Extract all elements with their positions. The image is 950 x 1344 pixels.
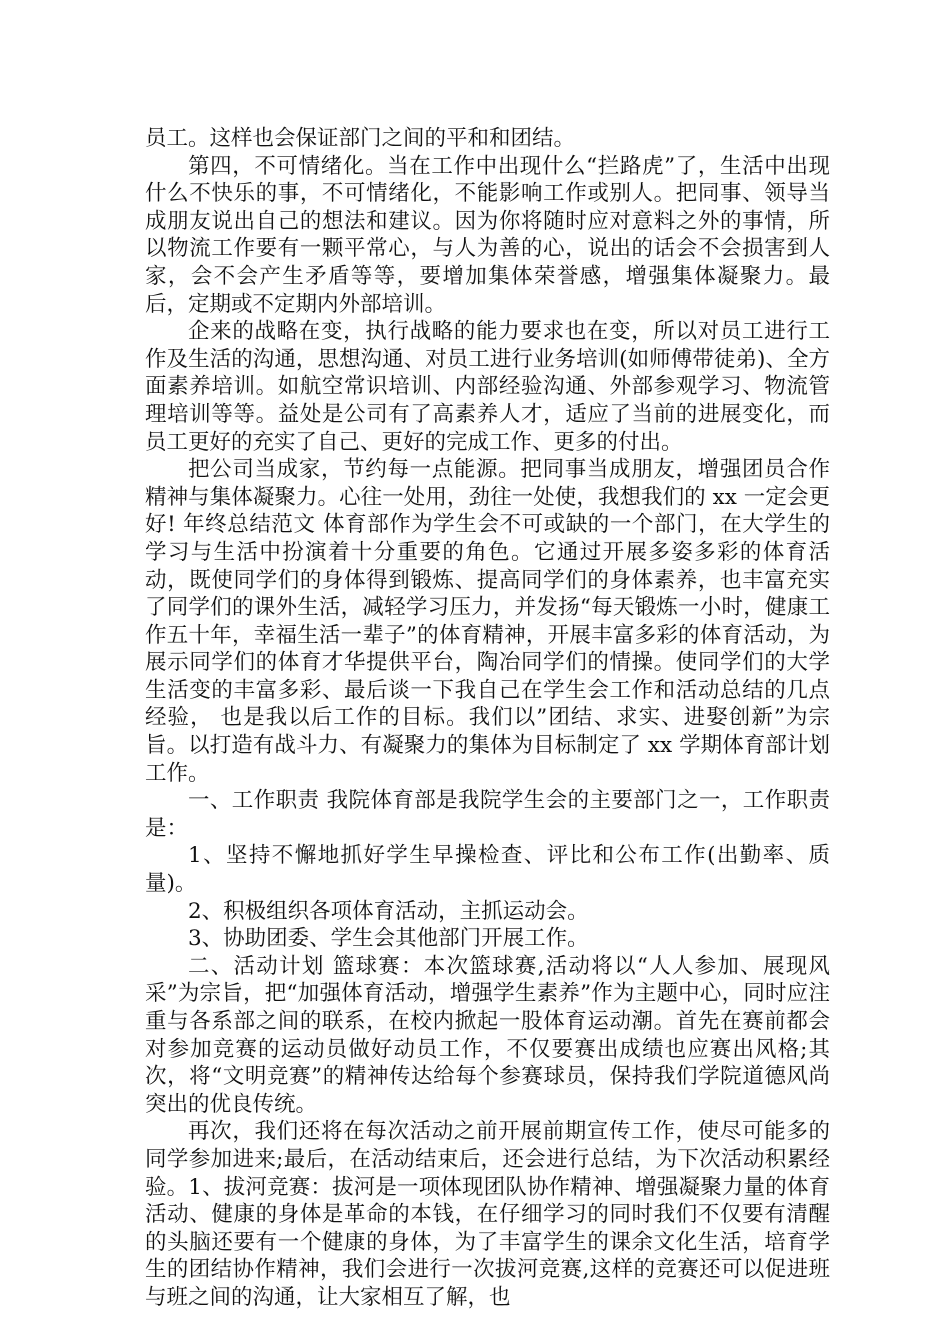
- paragraph-8: 3、协助团委、学生会其他部门开展工作。: [188, 926, 589, 952]
- paragraph-6: 1、坚持不懈地抓好学生早操检查、评比和公布工作(出勤率、质量)。: [145, 843, 830, 897]
- paragraph-3: 企来的战略在变，执行战略的能力要求也在变，所以对员工进行工作及生活的沟通，思想沟通、对员工进行业务培训(如师傅带徒弟)、全方面素养培训。如航空常识培训、内部经验沟通、外部参观学习、物流管理培训等等。益处是公司有了高素养人才，适应了当前的进展变化，而员工更好的充实了自己、更好的完成工作、更多的付出。: [145, 319, 830, 455]
- paragraph-1: 员工。这样也会保证部门之间的平和和团结。: [145, 126, 576, 151]
- paragraph-5: 一、工作职责 我院体育部是我院学生会的主要部门之一，工作职责是：: [145, 788, 830, 841]
- paragraph-4: 把公司当成家，节约每一点能源。把同事当成朋友，增强团员合作精神与集体凝聚力。心往一处用，劲往一处使，我想我们的 xx 一定会更好! 年终总结范文 体育部作为学生会不可或缺的一个部门，在大学生的学习与生活中扮演着十分重要的角色。它通过开展多姿多彩的体育活动，既使同学们的身体得到锻炼、提高同学们的身体素养，也丰富充实了同学们的课外生活，减轻学习压力，并发扬“每天锻炼一小时，健康工作五十年，幸福生活一辈子”的体育精神，开展丰富多彩的体育活动，为展示同学们的体育才华提供平台，陶冶同学们的情操。使同学们的大学生活变的丰富多彩、最后谈一下我自己在学生会工作和活动总结的几点经验， 也是我以后工作的目标。我们以”团结、求实、进娶创新”为宗旨。以打造有战斗力、有凝聚力的集体为目标制定了 xx 学期体育部计划工作。: [145, 457, 830, 786]
- paragraph-7: 2、积极组织各项体育活动，主抓运动会。: [188, 898, 589, 924]
- paragraph-9: 二、活动计划 篮球赛：本次篮球赛,活动将以“人人参加、展现风采”为宗旨，把“加强体育活动，增强学生素养”作为主题中心，同时应注重与各系部之间的联系，在校内掀起一股体育运动潮。首先在赛前都会对参加竞赛的运动员做好动员工作，不仅要赛出成绩也应赛出风格;其次，将“文明竞赛”的精神传达给每个参赛球员，保持我们学院道德风尚突出的优良传统。: [145, 953, 830, 1117]
- paragraph-2: 第四，不可情绪化。当在工作中出现什么“拦路虎”了，生活中出现什么不快乐的事，不可情绪化，不能影响工作或别人。把同事、领导当成朋友说出自己的想法和建议。因为你将随时应对意料之外的事情，所以物流工作要有一颗平常心，与人为善的心，说出的话会不会损害到人家，会不会产生矛盾等等，要增加集体荣誉感，增强集体凝聚力。最后，定期或不定期内外部培训。: [145, 153, 830, 317]
- document-page: [145, 125, 830, 1312]
- paragraph-10: 再次，我们还将在每次活动之前开展前期宣传工作，使尽可能多的同学参加进来;最后，在活动结束后，还会进行总结，为下次活动积累经验。1、拔河竞赛：拔河是一项体现团队协作精神、增强凝聚力量的体育活动、健康的身体是革命的本钱，在仔细学习的同时我们不仅要有清醒的头脑还要有一个健康的身体，为了丰富学生的课余文化生活，培育学生的团结协作精神，我们会进行一次拔河竞赛,这样的竞赛还可以促进班与班之间的沟通，让大家相互了解，也: [145, 1119, 830, 1310]
